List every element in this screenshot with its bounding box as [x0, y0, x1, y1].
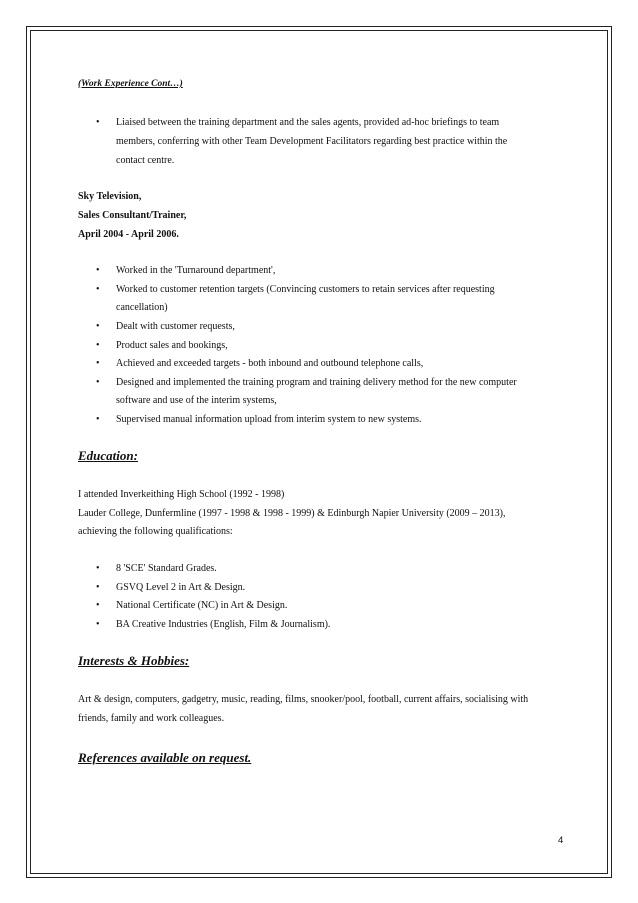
bullet-marker: •: [96, 358, 100, 369]
job-bullet-text: cancellation): [116, 302, 168, 313]
interests-heading: Interests & Hobbies:: [78, 653, 190, 668]
interests-line: friends, family and work colleagues.: [78, 713, 225, 724]
bullet-marker: •: [96, 414, 100, 425]
job-bullet-text: Supervised manual information upload from interim system to new systems.: [116, 414, 422, 425]
job-bullet-text: Worked to customer retention targets (Convincing customers to retain services after requesting: [116, 284, 495, 295]
education-heading: Education:: [78, 448, 138, 463]
bullet-marker: •: [96, 117, 100, 128]
bullet-marker: •: [96, 377, 100, 388]
bullet-text: contact centre.: [116, 155, 175, 166]
bullet-marker: •: [96, 265, 100, 276]
job-bullet-text: Dealt with customer requests,: [116, 321, 235, 332]
qualification-item: National Certificate (NC) in Art & Design.: [116, 600, 288, 611]
interests-line: Art & design, computers, gadgetry, music, reading, films, snooker/pool, football, current affairs, socialising with: [78, 694, 529, 705]
bullet-marker: •: [96, 582, 100, 593]
bullet-marker: •: [96, 340, 100, 351]
page-number: 4: [558, 835, 564, 846]
job-bullet-text: Achieved and exceeded targets - both inbound and outbound telephone calls,: [116, 358, 424, 369]
bullet-marker: •: [96, 600, 100, 611]
job-bullet-text: Designed and implemented the training program and training delivery method for the new computer: [116, 377, 517, 388]
job-bullet-text: software and use of the interim systems,: [116, 395, 277, 406]
references-note: References available on request.: [78, 750, 252, 765]
education-line: Lauder College, Dunfermline (1997 - 1998 & 1998 - 1999) & Edinburgh Napier University (2009 – 2013),: [78, 508, 506, 519]
bullet-marker: •: [96, 321, 100, 332]
job-bullet-text: Product sales and bookings,: [116, 340, 228, 351]
qualification-item: BA Creative Industries (English, Film & Journalism).: [116, 619, 331, 630]
job-company: Sky Television,: [78, 191, 142, 202]
education-line: achieving the following qualifications:: [78, 526, 233, 537]
bullet-text: Liaised between the training department and the sales agents, provided ad-hoc briefings to team: [116, 117, 500, 128]
bullet-text: members, conferring with other Team Development Facilitators regarding best practice within the: [116, 136, 508, 147]
qualification-item: GSVQ Level 2 in Art & Design.: [116, 582, 246, 593]
job-bullet-text: Worked in the 'Turnaround department',: [116, 265, 276, 276]
job-title: Sales Consultant/Trainer,: [78, 210, 187, 221]
job-dates: April 2004 - April 2006.: [78, 229, 179, 240]
bullet-marker: •: [96, 619, 100, 630]
education-line: I attended Inverkeithing High School (1992 - 1998): [78, 489, 285, 500]
section-continuation-heading: (Work Experience Cont…): [78, 79, 183, 89]
bullet-marker: •: [96, 284, 100, 295]
qualification-item: 8 'SCE' Standard Grades.: [116, 563, 217, 574]
bullet-marker: •: [96, 563, 100, 574]
